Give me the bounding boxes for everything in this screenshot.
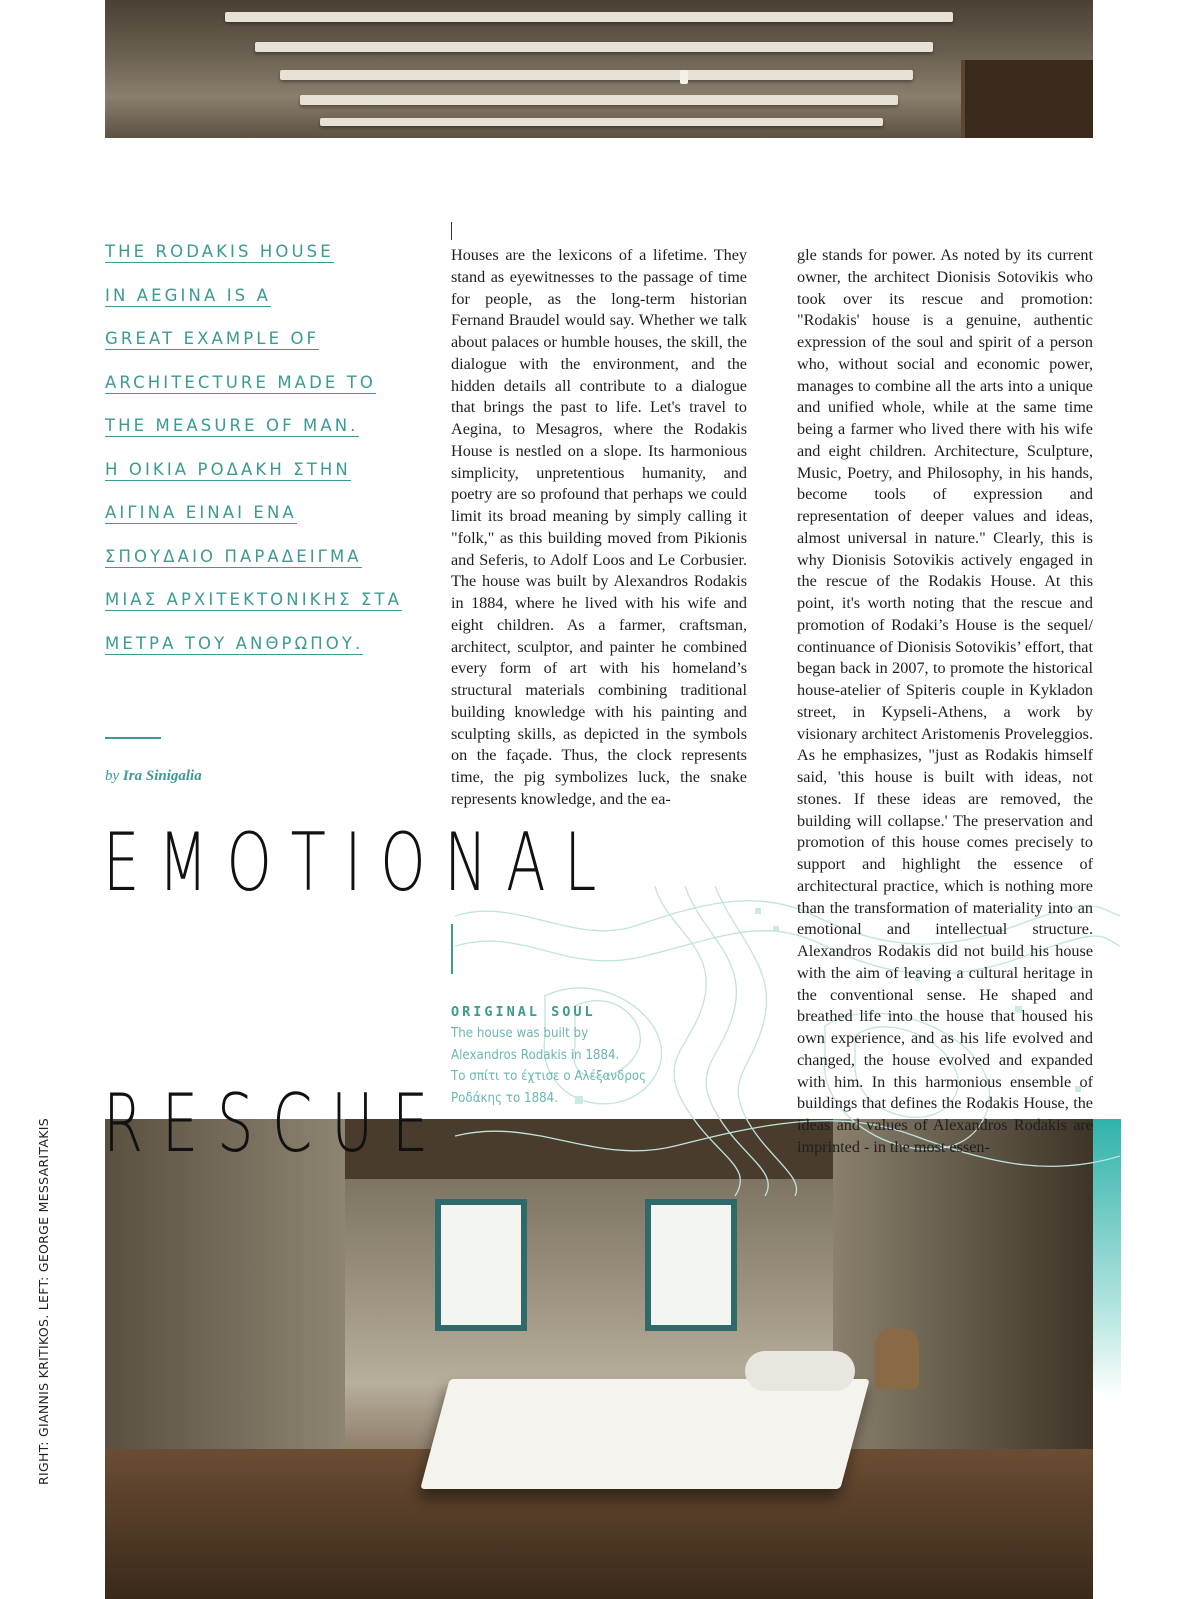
pull-quote-line: THE RODAKIS HOUSE	[105, 242, 334, 261]
ceiling-beam	[320, 118, 883, 126]
photo-caption	[451, 1004, 711, 1109]
byline-divider	[105, 737, 161, 739]
caption-line: Ροδάκης το 1884.	[451, 1089, 559, 1106]
pull-quote-line: ΣΠΟΥΔΑΙΟ ΠΑΡΑΔΕΙΓΜΑ	[105, 546, 362, 566]
pull-quote-line: ARCHITECTURE MADE TO	[105, 372, 377, 392]
wicker-lamp	[875, 1329, 919, 1389]
pull-quote	[105, 242, 425, 677]
room-window-right	[645, 1199, 737, 1331]
body-column-1: Houses are the lexicons of a lifetime. They stand as eyewitnesses to the passage of time for people, as the long-term historian Fernand Braudel would say. Whether we talk about palaces or humble houses, the skill, the dialogue with the environment, and the hidden details all contribute to a dialogue that brings the past to life. Let's travel to Aegina, to Mesagros, where the Rodakis House is nestled on a slope. Its harmonious simplicity, unpretentious humanity, and poetry are so profound that perhaps we could limit its broad meaning by simply calling it "folk," as this building moved from Pikionis and Seferis, to Adolf Loos and Le Corbusier. The house was built by Alexandros Rodakis in 1884, where he lived with his wife and eight children. As a farmer, craftsman, architect, sculptor, and painter he combined every form of art with his homeland’s structural materials combining traditional building knowledge with his painting and sculpting skills, as depicted in the symbols on the façade. Thus, the clock represents time, the pig symbolizes luck, the snake represents knowledge, and the ea-	[451, 246, 747, 808]
pull-quote-line: IN AEGINA IS A	[105, 285, 271, 305]
top-photo-ceiling	[105, 0, 1093, 138]
headline-line-2: RESCUE	[103, 1077, 448, 1170]
caption-line: The house was built by	[451, 1025, 589, 1041]
pull-quote-line: THE MEASURE OF MAN.	[105, 416, 359, 435]
byline	[105, 768, 202, 785]
headline-line-1: EMOTIONAL	[103, 816, 615, 909]
byline-author: Ira Sinigalia	[122, 768, 202, 784]
caption-line: Το σπίτι το έχτισε ο Αλέξανδρος	[451, 1068, 647, 1084]
pull-quote-line: Η ΟΙΚΙΑ ΡΟΔΑΚΗ ΣΤΗΝ	[105, 459, 351, 479]
pull-quote-line: ΜΙΑΣ ΑΡΧΙΤΕΚΤΟΝΙΚΗΣ ΣΤΑ	[105, 590, 403, 609]
byline-prefix: by	[105, 768, 120, 784]
body-column-2: gle stands for power. As noted by its current owner, the architect Dionisis Sotovikis who took over its rescue and promotion: "Rodakis' house is a genuine, authentic expression of the soul and spirit of a person who, without social and economic power, manages to combine all the arts into a unique and unified whole, while at the same time being a farmer who lived there with his wife and eight children. Architecture, Sculpture, Music, Poetry, and Philosophy, in his hands, become tools of expression and representation of deeper values and ideas, almost universal in nature." Clearly, this is why Dionisis Sotovikis actively engaged in the rescue of the Rodakis House. At this point, it's worth noting that the rescue and promotion of Rodaki’s House is the sequel/ continuance of Dionisis Sotovikis’ effort, that began back in 2007, to promote the historical house-atelier of Spiteris couple in Kykladon street, in Kypseli-Athens, a work by visionary architect Aristomenis Proveleggios. As he emphasizes, "just as Rodakis himself said, 'this house is built with ideas, not stones. If these ideas are removed, the building will collapse.' The preservation and promotion of this house comes precisely to support and highlight the essence of architectural practice, which is nothing more than the transformation of materiality into an emotional and intellectual structure. Alexandros Rodakis did not build his house with the aim of leaving a cultural heritage in the conventional sense. He shaped and breathed life into the house that housed his own experience, and as his life evolved and changed, the house evolved and expanded with him. In this harmonious ensemble of buildings that defines the Rodakis House, the ideas and values of Alexandros Rodakis are imprinted - in the most essen-	[797, 246, 1093, 1156]
photo-credit: RIGHT: GIANNIS KRITIKOS. LEFT: GEORGE MESSARITAKIS	[36, 1118, 51, 1485]
ceiling-lamp	[680, 70, 688, 84]
pull-quote-line: ΜΕΤΡΑ ΤΟΥ ΑΝΘΡΩΠΟΥ.	[105, 633, 364, 653]
caption-line: Alexandros Rodakis in 1884.	[451, 1046, 620, 1063]
caption-marker	[451, 924, 453, 974]
pull-quote-line: ΑΙΓΙΝΑ ΕΙΝΑΙ ΕΝΑ	[105, 503, 297, 522]
bed	[420, 1379, 869, 1489]
ceiling-beam	[300, 95, 898, 105]
pull-quote-line: GREAT EXAMPLE OF	[105, 329, 320, 348]
ceiling-beam	[280, 70, 913, 80]
ceiling-beam	[225, 12, 953, 22]
ceiling-beam	[255, 42, 933, 52]
pillow	[745, 1351, 855, 1391]
caption-title: ORIGINAL SOUL	[451, 1004, 596, 1020]
column-marker	[451, 222, 452, 240]
wooden-shelf	[961, 60, 1093, 138]
room-window-left	[435, 1199, 527, 1331]
